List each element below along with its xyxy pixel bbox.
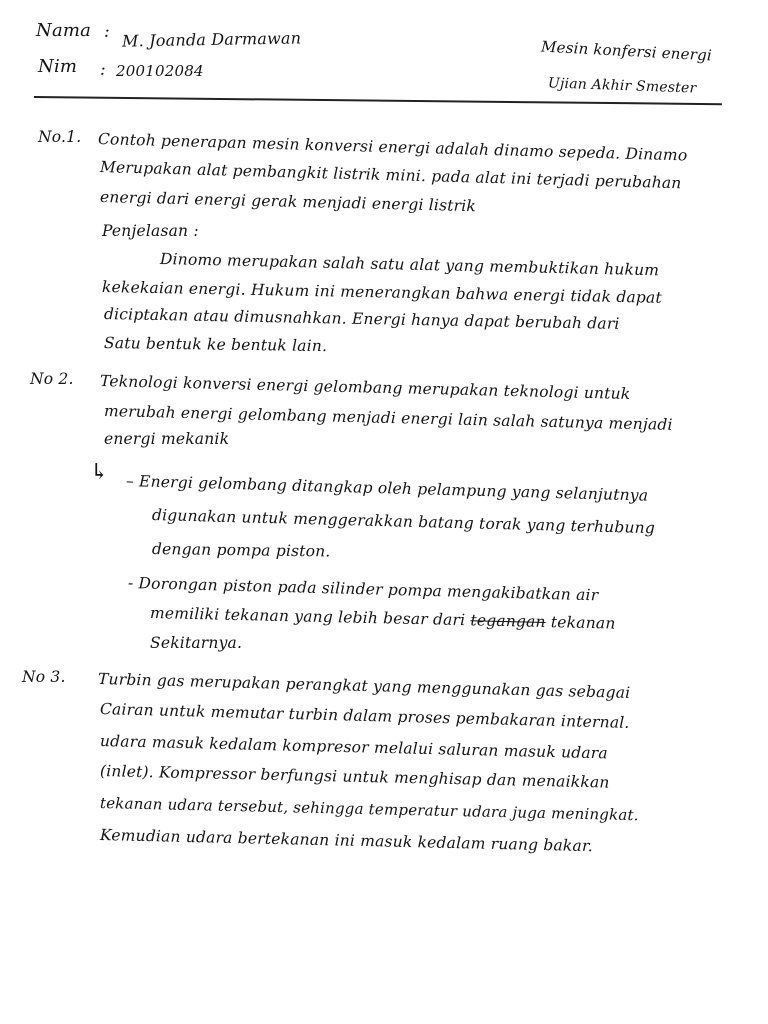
student-name: M. Joanda Darmawan	[121, 28, 302, 51]
q2-bullet-1-line-1: – Energi gelombang ditangkap oleh pelampung yang selanjutnya	[125, 472, 649, 505]
q3-line-2: Cairan untuk memutar turbin dalam proses pembakaran internal.	[99, 700, 630, 732]
nim-label: Nim	[38, 56, 78, 77]
q2-bullet-1-line-3: dengan pompa piston.	[151, 540, 331, 561]
q1-line-5: Dinomo merupakan salah satu alat yang membuktikan hukum	[159, 250, 660, 280]
q2-line-1: Teknologi konversi energi gelombang merupakan teknologi untuk	[99, 372, 631, 403]
struck-word: tegangan	[470, 611, 546, 631]
question-1-number: No.1.	[38, 128, 82, 146]
q2-line-3: energi mekanik	[104, 430, 230, 448]
q1-line-8: Satu bentuk ke bentuk lain.	[103, 334, 328, 356]
q2-line-2: merubah energi gelombang menjadi energi lain salah satunya menjadi	[103, 402, 673, 434]
nama-separator: :	[104, 22, 110, 42]
q2-bullet-2-line-2-text: memiliki tekanan yang lebih besar dari	[149, 604, 466, 630]
q3-line-1: Turbin gas merupakan perangkat yang menggunakan gas sebagai	[97, 670, 631, 702]
question-2-number: No 2.	[30, 370, 74, 388]
header-divider	[34, 96, 722, 105]
subject-title: Mesin konfersi energi	[540, 37, 713, 65]
corrected-word: tekanan	[550, 613, 616, 633]
q3-line-4: (inlet). Kompressor berfungsi untuk menghisap dan menaikkan	[99, 762, 610, 792]
q1-line-6: kekekaian energi. Hukum ini menerangkan bahwa energi tidak dapat	[101, 278, 663, 307]
q3-line-6: Kemudian udara bertekanan ini masuk kedalam ruang bakar.	[99, 826, 594, 856]
question-3-number: No 3.	[22, 668, 66, 686]
q1-line-1: Contoh penerapan mesin konversi energi adalah dinamo sepeda. Dinamo	[97, 130, 688, 165]
q1-line-4: Penjelasan :	[102, 222, 199, 240]
exam-title: Ujian Akhir Smester	[547, 75, 697, 97]
q2-bullet-2-line-2	[150, 604, 616, 633]
q2-bullet-2-line-1: - Dorongan piston pada silinder pompa mengakibatkan air	[127, 574, 599, 605]
arrow-marker-icon: ↳	[90, 460, 109, 485]
q1-line-7: diciptakan atau dimusnahkan. Energi hanya dapat berubah dari	[103, 305, 620, 333]
q1-line-2: Merupakan alat pembangkit listrik mini. pada alat ini terjadi perubahan	[99, 158, 682, 193]
q2-bullet-2-line-3: Sekitarnya.	[150, 634, 243, 652]
q3-line-3: udara masuk kedalam kompresor melalui saluran masuk udara	[99, 732, 609, 763]
nama-label: Nama	[36, 20, 92, 41]
q1-line-3: energi dari energi gerak menjadi energi listrik	[99, 188, 477, 216]
q3-line-5: tekanan udara tersebut, sehingga temperatur udara juga meningkat.	[99, 794, 639, 825]
student-id: 200102084	[116, 62, 204, 80]
q2-bullet-1-line-2: digunakan untuk menggerakkan batang torak yang terhubung	[151, 506, 656, 538]
nim-separator: :	[100, 60, 106, 80]
